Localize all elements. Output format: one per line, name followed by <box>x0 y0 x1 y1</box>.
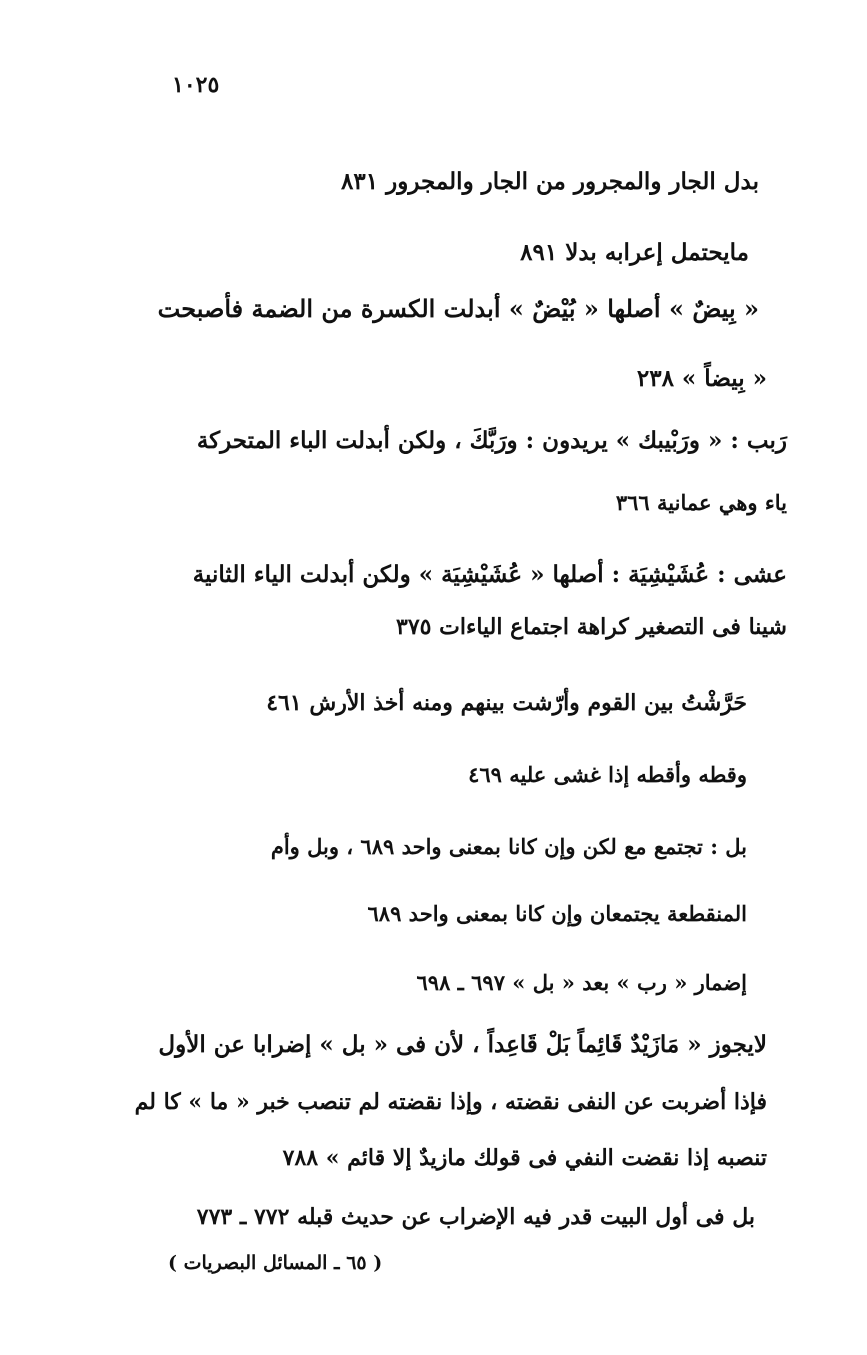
text-line: إضمار « رب » بعد « بل » ٦٩٧ ـ ٦٩٨ <box>416 970 747 995</box>
text-line: ياء وهي عمانية ٣٦٦ <box>615 490 787 515</box>
text-line: « بِيضاً » ٢٣٨ <box>636 365 767 392</box>
text-line: شينا فى التصغير كراهة اجتماع الياءات ٣٧٥ <box>396 614 787 640</box>
text-line: بدل الجار والمجرور من الجار والمجرور ٨٣١ <box>341 168 759 195</box>
text-line: مايحتمل إعرابه بدلا ٨٩١ <box>520 239 749 266</box>
text-line: بل : تجتمع مع لكن وإن كانا بمعنى واحد ٦٨٩ ، وبل وأم <box>270 834 747 859</box>
text-line: تنصبه إذا نقضت النفي فى قولك مازيدٌ إلا قائم » ٧٨٨ <box>282 1145 767 1171</box>
text-line: حَرَّشْتُ بين القوم وأرّشت بينهم ومنه أخذ الأرش ٤٦١ <box>266 690 747 716</box>
text-line: عشى : عُشَيْشِيَة : أصلها « عُشَيْشِيَة » ولكن أبدلت الياء الثانية <box>192 561 787 588</box>
footer-signature: ( ٦٥ ـ المسائل البصريات ) <box>168 1252 383 1274</box>
text-line: فإذا أضربت عن النفى نقضته ، وإذا نقضته لم تنصب خبر « ما » كا لم <box>134 1089 767 1115</box>
text-line: بل فى أول البيت قدر فيه الإضراب عن حديث قبله ٧٧٢ ـ ٧٧٣ <box>196 1204 755 1230</box>
text-line: « بِيضٌ » أصلها « بُيْضٌ » أبدلت الكسرة من الضمة فأصبحت <box>157 294 759 323</box>
text-line: رَبب : « ورَبْيبك » يريدون : ورَبَّكَ ، ولكن أبدلت الباء المتحركة <box>196 427 787 454</box>
text-line: لايجوز « مَازَيْدٌ قَائِماً بَلْ قَاعِداً ، لأن فى « بل » إضرابا عن الأول <box>158 1031 767 1058</box>
page-number: ١٠٢٥ <box>172 72 220 98</box>
text-line: المنقطعة يجتمعان وإن كانا بمعنى واحد ٦٨٩ <box>367 901 747 926</box>
text-line: وقطه وأقطه إذا غشى عليه ٤٦٩ <box>468 762 747 787</box>
